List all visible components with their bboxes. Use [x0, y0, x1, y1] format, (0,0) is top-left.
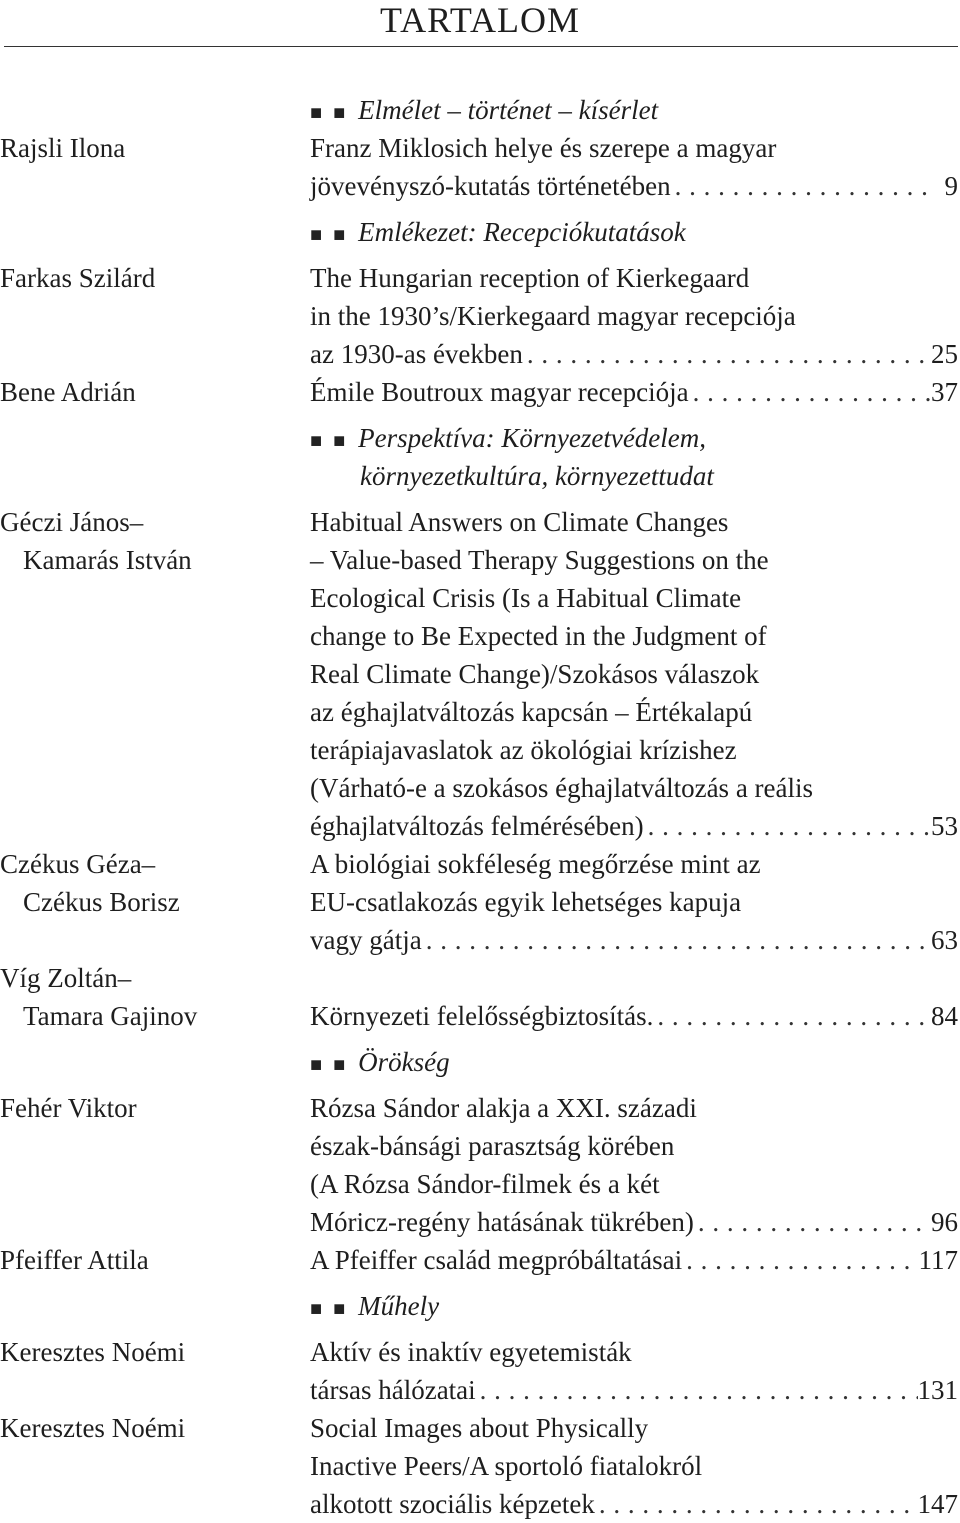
- title-line: Social Images about Physically: [310, 1413, 649, 1443]
- dot-leader: [422, 921, 931, 959]
- page-number: 9: [944, 171, 958, 201]
- title-line: A biológiai sokféleség megőrzése mint az: [310, 849, 761, 879]
- entry-authors: [0, 129, 310, 205]
- title-line: Habitual Answers on Climate Changes: [310, 507, 729, 537]
- section-bullet-icon: ■ ■: [310, 224, 349, 246]
- title-line: Környezeti felelősségbiztosítás.: [310, 1001, 654, 1031]
- title-line: (A Rózsa Sándor-filmek és a két: [310, 1169, 660, 1199]
- author-name: Fehér Viktor: [0, 1093, 137, 1123]
- section-heading-perspektiva: [0, 419, 958, 495]
- toc-entry[interactable]: [0, 1241, 958, 1279]
- toc-entry[interactable]: [0, 503, 958, 845]
- section-bullet-icon: ■ ■: [310, 1054, 349, 1076]
- entry-authors: [0, 503, 310, 845]
- section-bullet-icon: ■ ■: [310, 102, 349, 124]
- page-number: 63: [931, 925, 958, 955]
- entry-title: [310, 1333, 958, 1409]
- author-name: Kamarás István: [23, 545, 192, 575]
- entry-authors: [0, 845, 310, 959]
- entry-authors: [0, 1333, 310, 1409]
- title-line: Franz Miklosich helye és szerepe a magyar: [310, 133, 777, 163]
- title-line: vagy gátja: [310, 925, 422, 955]
- toc-entry[interactable]: [0, 959, 958, 1035]
- page-number: 25: [931, 339, 958, 369]
- dot-leader: [689, 373, 931, 411]
- entry-authors: [0, 1089, 310, 1241]
- table-of-contents: [0, 91, 958, 1523]
- author-name: Farkas Szilárd: [0, 263, 156, 293]
- section-bullet-icon: ■ ■: [310, 1298, 349, 1320]
- toc-entry[interactable]: [0, 373, 958, 411]
- title-line: terápiajavaslatok az ökológiai krízishez: [310, 735, 737, 765]
- dot-leader: [476, 1371, 918, 1409]
- entry-authors: [0, 373, 310, 411]
- entry-title: [310, 503, 958, 845]
- toc-entry[interactable]: [0, 1409, 958, 1523]
- entry-authors: [0, 959, 310, 1035]
- dot-leader: [595, 1485, 918, 1523]
- author-name: Czékus Géza–: [0, 849, 156, 879]
- dot-leader: [694, 1203, 931, 1241]
- title-line: jövevényszó-kutatás történetében: [310, 171, 671, 201]
- section-heading-orokseg: [0, 1043, 958, 1081]
- title-line: change to Be Expected in the Judgment of: [310, 621, 767, 651]
- page-number: 84: [931, 1001, 958, 1031]
- title-line: Móricz-regény hatásának tükrében): [310, 1207, 694, 1237]
- toc-entry[interactable]: [0, 1333, 958, 1409]
- entry-title: [310, 259, 958, 373]
- entry-title: [310, 959, 958, 1035]
- section-title: Emlékezet: Recepciókutatások: [358, 217, 686, 247]
- section-heading-emlekezet: [0, 213, 958, 251]
- author-name: Rajsli Ilona: [0, 133, 126, 163]
- page-number: 37: [931, 377, 958, 407]
- title-line: Émile Boutroux magyar recepciója: [310, 377, 689, 407]
- page-number: 147: [917, 1489, 958, 1519]
- title-line: Aktív és inaktív egyetemisták: [310, 1337, 632, 1367]
- title-line: alkotott szociális képzetek: [310, 1489, 595, 1519]
- author-name: Tamara Gajinov: [23, 1001, 198, 1031]
- toc-entry[interactable]: [0, 845, 958, 959]
- section-title-continued: környezetkultúra, környezettudat: [360, 461, 714, 491]
- page-number: 131: [917, 1375, 958, 1405]
- section-title: Perspektíva: Környezetvédelem,: [358, 423, 707, 453]
- title-line: in the 1930’s/Kierkegaard magyar recepciója: [310, 301, 796, 331]
- dot-leader: [644, 807, 931, 845]
- dot-leader: [682, 1241, 918, 1279]
- entry-title: [310, 1241, 958, 1279]
- entry-authors: [0, 1241, 310, 1279]
- title-line: (Várható-e a szokásos éghajlatváltozás a reális: [310, 773, 814, 803]
- page-title: TARTALOM: [379, 0, 581, 40]
- title-divider: [4, 46, 958, 47]
- author-name: Géczi János–: [0, 507, 144, 537]
- title-line: észak-bánsági parasztság körében: [310, 1131, 675, 1161]
- entry-title: [310, 373, 958, 411]
- entry-authors: [0, 259, 310, 373]
- title-line: Rózsa Sándor alakja a XXI. századi: [310, 1093, 697, 1123]
- dot-leader: [653, 997, 931, 1035]
- title-line: az éghajlatváltozás kapcsán – Értékalapú: [310, 697, 753, 727]
- entry-title: [310, 129, 958, 205]
- entry-title: [310, 845, 958, 959]
- section-heading-elmelet: [0, 91, 958, 129]
- entry-title: [310, 1409, 958, 1523]
- author-name: Pfeiffer Attila: [0, 1245, 149, 1275]
- entry-authors: [0, 1409, 310, 1523]
- section-title: Elmélet – történet – kísérlet: [358, 95, 659, 125]
- page-number: 53: [931, 811, 958, 841]
- title-line: éghajlatváltozás felmérésében): [310, 811, 644, 841]
- author-name: Czékus Borisz: [23, 887, 180, 917]
- section-title: Örökség: [358, 1047, 450, 1077]
- dot-leader: [523, 335, 931, 373]
- toc-entry[interactable]: [0, 259, 958, 373]
- page-number: 96: [931, 1207, 958, 1237]
- section-heading-muhely: [0, 1287, 958, 1325]
- title-line: Real Climate Change)/Szokásos válaszok: [310, 659, 760, 689]
- title-line: A Pfeiffer család megpróbáltatásai: [310, 1245, 683, 1275]
- author-name: Bene Adrián: [0, 377, 136, 407]
- entry-title: [310, 1089, 958, 1241]
- section-bullet-icon: ■ ■: [310, 430, 349, 452]
- author-name: Víg Zoltán–: [0, 963, 132, 993]
- toc-entry[interactable]: [0, 1089, 958, 1241]
- page-number: 117: [918, 1245, 958, 1275]
- author-name: Keresztes Noémi: [0, 1413, 186, 1443]
- title-line: Ecological Crisis (Is a Habitual Climate: [310, 583, 742, 613]
- title-line: Inactive Peers/A sportoló fiatalokról: [310, 1451, 703, 1481]
- dot-leader: [671, 167, 932, 205]
- toc-entry[interactable]: [0, 129, 958, 205]
- section-title: Műhely: [358, 1291, 440, 1321]
- title-line: társas hálózatai: [310, 1375, 476, 1405]
- author-name: Keresztes Noémi: [0, 1337, 186, 1367]
- title-line: EU-csatlakozás egyik lehetséges kapuja: [310, 887, 742, 917]
- title-line: – Value-based Therapy Suggestions on the: [310, 545, 769, 575]
- title-line: The Hungarian reception of Kierkegaard: [310, 263, 750, 293]
- title-line: az 1930-as években: [310, 339, 523, 369]
